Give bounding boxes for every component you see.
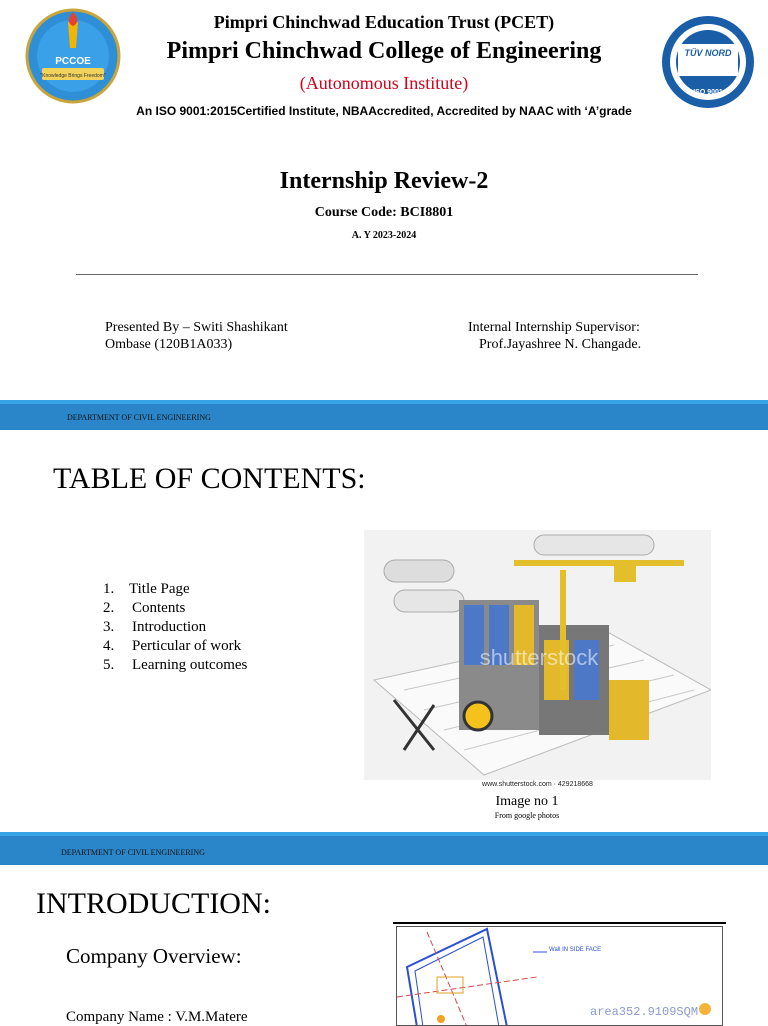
company-overview-heading: Company Overview: xyxy=(66,944,242,968)
course-code: Course Code: BCI8801 xyxy=(314,205,454,220)
tuv-nord-iso: ISO 9001 xyxy=(693,89,723,96)
construction-image xyxy=(364,530,711,780)
presenter-line-2: Ombase (120B1A033) xyxy=(105,337,233,352)
supervisor-line-2: Prof.Jayashree N. Changade. xyxy=(479,337,642,352)
toc-label: Perticular of work xyxy=(132,638,242,654)
toc-num: 1. xyxy=(103,581,115,597)
plan-area-label: area352.9109SQM xyxy=(590,1005,699,1019)
pccoe-logo-wordmark: PCCOE xyxy=(55,56,91,67)
presenter-block xyxy=(105,319,345,353)
toc-num: 5. xyxy=(103,657,115,673)
company-name: Company Name : V.M.Matere xyxy=(66,1009,248,1025)
toc-label: Learning outcomes xyxy=(132,657,248,673)
department-band xyxy=(0,832,768,865)
supervisor-line-1: Internal Internship Supervisor: xyxy=(468,320,640,335)
academic-year: A. Y 2023-2024 xyxy=(351,230,417,241)
site-plan-drawing xyxy=(396,926,723,1026)
toc-num: 3. xyxy=(103,619,115,635)
toc-item xyxy=(103,580,247,599)
department-label: DEPARTMENT OF CIVIL ENGINEERING xyxy=(67,413,211,422)
pccoe-logo-motto: "Knowledge Brings Freedom" xyxy=(40,73,106,79)
toc-item xyxy=(103,618,247,637)
image-caption: Image no 1 xyxy=(495,794,559,809)
toc-item xyxy=(103,599,247,618)
plan-top-rule xyxy=(393,922,726,924)
toc-list xyxy=(103,580,247,675)
college-name: Pimpri Chinchwad College of Engineering xyxy=(166,38,602,64)
toc-label: Title Page xyxy=(129,581,190,597)
toc-label: Introduction xyxy=(132,619,207,635)
title-slide xyxy=(0,0,768,432)
toc-label: Contents xyxy=(132,600,186,616)
review-title: Internship Review-2 xyxy=(279,168,489,194)
accreditation-line: An ISO 9001:2015Certified Institute, NBAAccredited, Accredited by NAAC with ‘A’grade xyxy=(136,104,632,118)
presenter-line-1: Presented By – Switi Shashikant xyxy=(105,320,288,335)
toc-item xyxy=(103,637,247,656)
stock-credit: www.shutterstock.com · 429218668 xyxy=(482,781,593,788)
image-source: From google photos xyxy=(494,811,560,820)
toc-num: 2. xyxy=(103,600,115,616)
department-label: DEPARTMENT OF CIVIL ENGINEERING xyxy=(61,848,205,857)
tuv-nord-brand: TÜV NORD xyxy=(684,48,732,58)
toc-num: 4. xyxy=(103,638,115,654)
plan-legend: Wall IN SIDE FACE xyxy=(549,947,602,953)
divider xyxy=(76,274,698,275)
department-band xyxy=(0,400,768,430)
autonomous-label: (Autonomous Institute) xyxy=(299,73,469,93)
stock-watermark: shutterstock xyxy=(479,645,599,670)
supervisor-block xyxy=(468,319,688,353)
introduction-title: INTRODUCTION: xyxy=(36,887,271,920)
trust-name: Pimpri Chinchwad Education Trust (PCET) xyxy=(213,12,555,32)
toc-item xyxy=(103,656,247,675)
toc-title: TABLE OF CONTENTS: xyxy=(53,462,366,495)
